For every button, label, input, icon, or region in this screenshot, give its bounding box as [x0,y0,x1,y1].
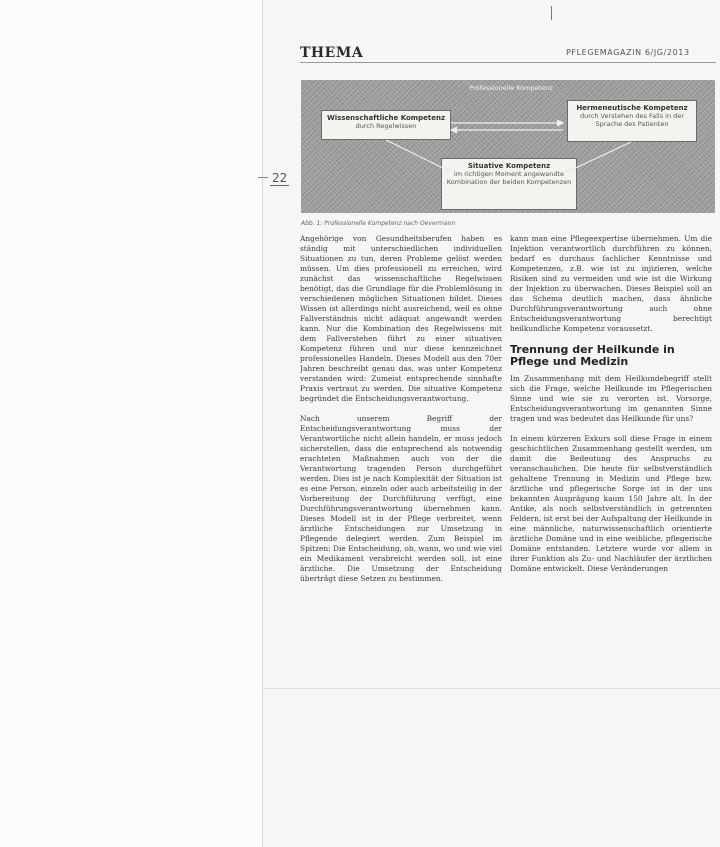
diagram-title: Professionelle Kompetenz [469,84,553,92]
page-number-tick [258,177,268,178]
situational-competence-sub: im richtigen Moment angewandte Kombination der beiden Kompetenzen [446,170,572,186]
situational-competence-title: Situative Kompetenz [467,162,551,170]
diagram-arrows [301,80,715,213]
scientific-competence-sub: durch Regelwissen [355,122,417,130]
figure-caption: Abb. 1: Professionelle Kompetenz nach Oevermann [301,220,456,227]
hermeneutic-competence-sub: durch Verstehen des Falls in der Sprache des Patienten [580,112,684,128]
paragraph: In einem kürzeren Exkurs soll diese Frage in einem geschichtlichen Zusammenhang gestellt werden, um damit die Bedeutung des Anspruchs zu veranschaulichen. Die heute für selbstverständlich gehaltene Trennung in Medizin und Pflege bzw. ärztliche und pflegerische Sorge ist in der uns bekannten Ausprägung kaum 150 Jahre alt. In der Antike, als noch selbstverständlich in getrennten Feldern, ist erst bei der Aufspaltung der Heilkunde in eine männliche, naturwissenschaftlich orientierte ärztliche Domäne und in eine weibliche, pflegerische Domäne entstanden. Letztere wurde vor allem in ihrer Funktion als Zu- und Nachläufer der ärztlichen Domäne entwickelt. Diese Veränderungen [510,434,712,573]
arrow-scientific-to-situational [386,140,451,172]
paragraph: kann man eine Pflegeexpertise übernehmen. Um die Injektion verantwortlich durchführen zu können, bedarf es durchaus fachlicher Kenntnisse und Kompetenzen, z.B. wie ist zu injizieren, welche Risiken sind zu vermeiden und wie ist die Wirkung der Injektion zu überwachen. Dieses Beispiel soll an das Schema deutlich machen, dass ähnliche Durchführungsverantwortung auch ohne Entscheidungsverantwortung berechtigt heilkundliche Kompetenz voraussetzt. [510,234,712,333]
paragraph: Im Zusammenhang mit dem Heilkundebegriff stellt sich die Frage, welche Heilkunde im Pflegerischen Sinne und wie sie zu verorten ist. Vorsorge, Entscheidungsverantwortung im genannten Sinne tragen und was bedeutet das Heilkunde für uns? [510,374,712,423]
paragraph: Angehörige von Gesundheitsberufen haben es ständig mit unterschiedlichen individuellen Situationen zu tun, deren Probleme gelöst werden müssen. Um dies professionell zu erreichen, wird zunächst das wissenschaftliche Regelwissen benötigt, das die Grundlage für die Problemlösung in verschiedenen möglichen Situationen bildet. Dieses Wissen ist allerdings nicht ausreichend, weil es ohne Fallverständnis nicht adäquat angewandt werden kann. Nur die Kombination des Regelwissens mit dem Fallverstehen führt zu einer situativen Kompetenz führen und nur diese kennzeichnet professionelles Handeln. Dieses Modell aus den 70er Jahren beschreibt genau das, was unter Kompetenz verstanden wird: Zumeist entsprechende sinnhafte Praxis vertraut zu werden. Die situative Kompetenz begründet die Entscheidungsverantwortung. [300,234,502,403]
hermeneutic-competence-title: Hermeneutische Kompetenz [576,104,688,112]
section-heading: Trennung der Heilkunde in Pflege und Medizin [510,343,675,368]
page-bottom-edge [262,688,720,689]
page-number: 22 [272,171,288,185]
arrow-hermeneutic-to-situational [567,142,631,172]
paragraph: Nach unserem Begriff der Entscheidungsverantwortung muss der Verantwortliche nicht allein handeln, er muss jedoch sicherstellen, dass die entsprechend als notwendig erachteten Maßnahmen auch von der die Verantwortung tragenden Person durchgeführt werden. Dies ist je nach Komplexität der Situation ist es eine Person, einzeln oder auch arbeitsteilig in der Vorbereitung der Durchführung verfügt, eine Durchführungsverantwortung übernehmen kann. Dieses Modell ist in der Pflege verbreitet, wenn ärztliche Entscheidungen zur Umsetzung in Pflegende delegiert werden. Zum Beispiel im Spitzen: Die Entscheidung, ob, wann, wo und wie viel ein Medikament verabreicht werden soll, ist eine ärztliche. Die Umsetzung der Entscheidung überträgt diese Setzen zu bestimmen. [300,414,502,583]
competence-diagram [301,80,715,213]
magazine-name: PFLEGEMAGAZIN 6/JG/2013 [566,48,690,57]
page-edge [262,0,263,847]
scan-mark [551,6,552,20]
header-rule [300,62,716,63]
text-column-left [300,234,502,670]
section-title: THEMA [300,45,364,61]
text-column-right [510,234,712,670]
scientific-competence-title: Wissenschaftliche Kompetenz [326,114,446,122]
